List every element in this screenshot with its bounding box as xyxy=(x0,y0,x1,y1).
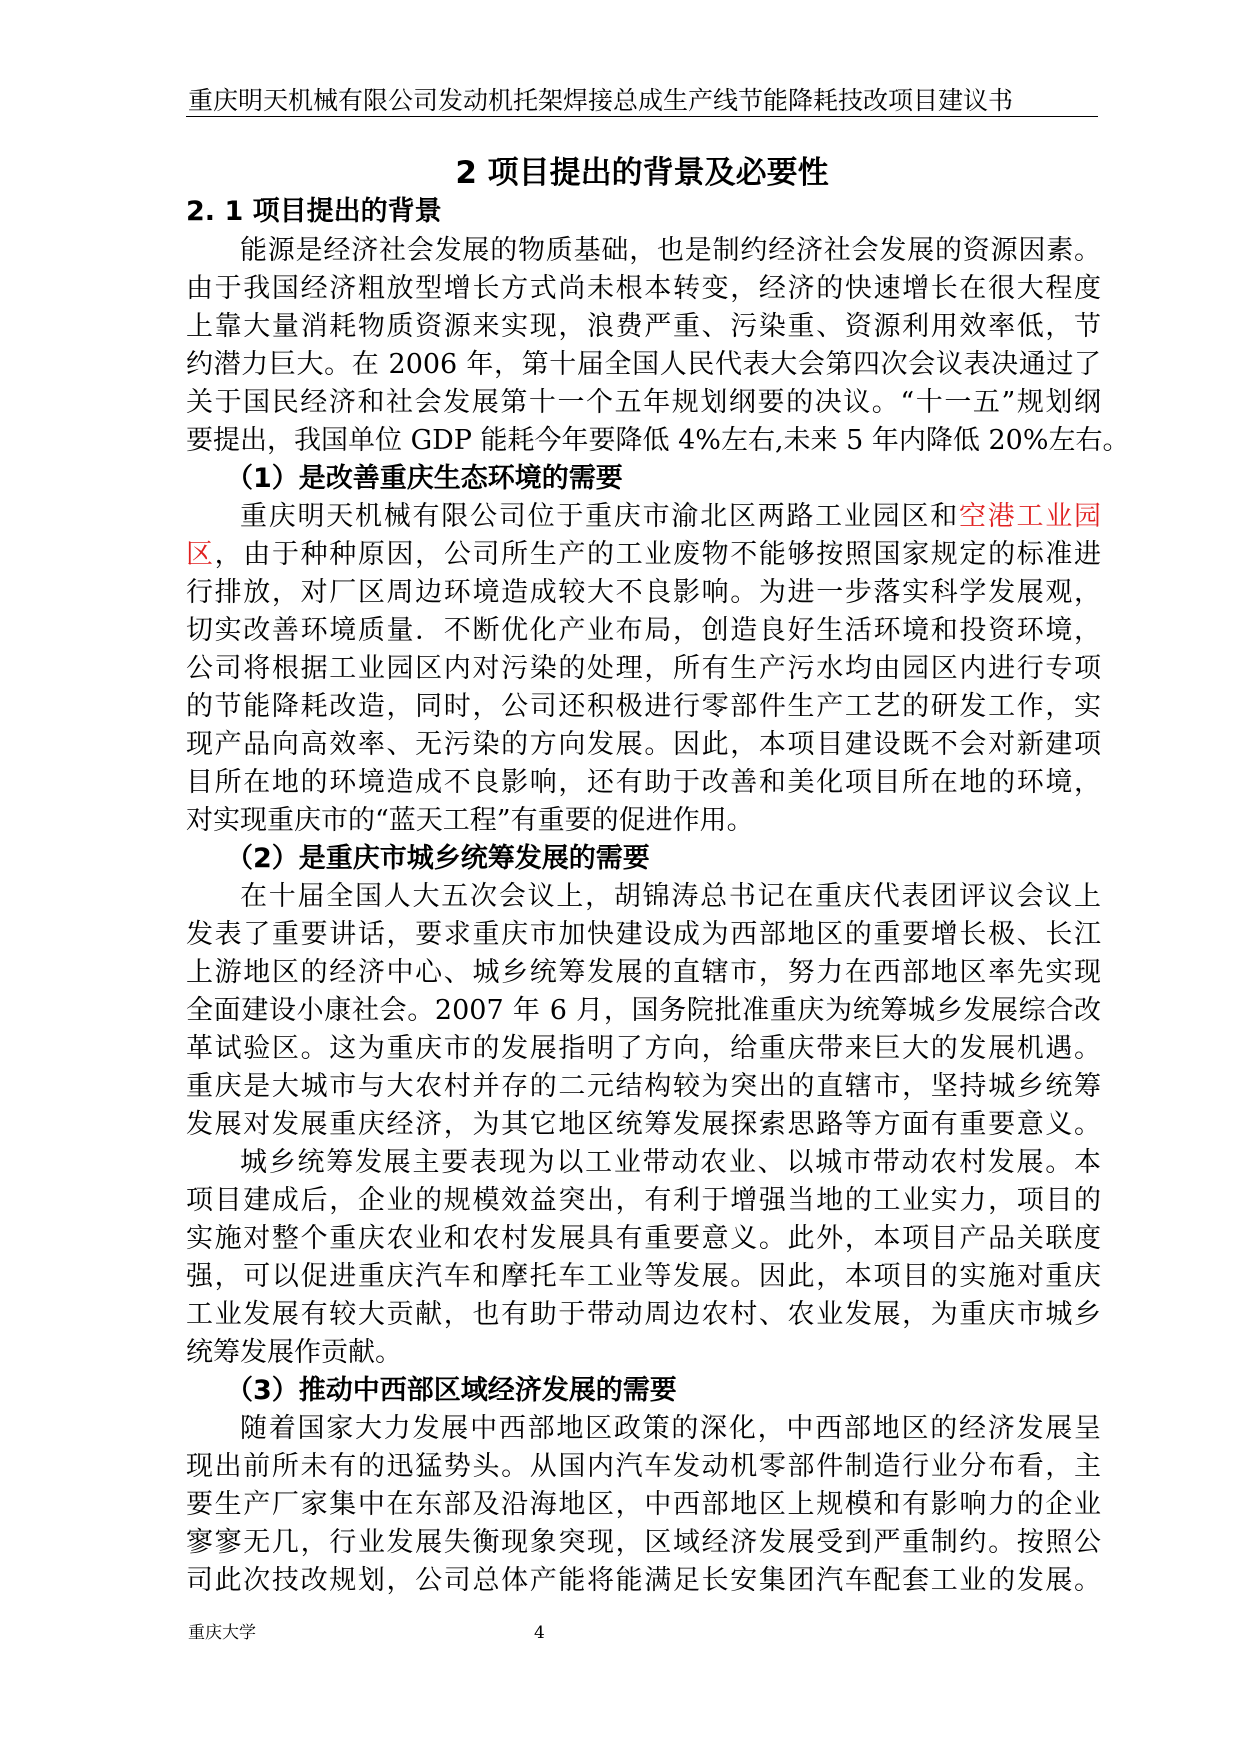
paragraph-line: 发表了重要讲话，要求重庆市加快建设成为西部地区的重要增长极、长江 xyxy=(186,919,1101,950)
paragraph-line: 统筹发展作贡献。 xyxy=(186,1337,402,1368)
page-number: 4 xyxy=(534,1623,545,1643)
paragraph-line: 的节能降耗改造，同时，公司还积极进行零部件生产工艺的研发工作，实 xyxy=(186,691,1101,722)
paragraph-line: 强，可以促进重庆汽车和摩托车工业等发展。因此，本项目的实施对重庆 xyxy=(186,1261,1101,1292)
paragraph-line: 司此次技改规划，公司总体产能将能满足长安集团汽车配套工业的发展。 xyxy=(186,1565,1101,1596)
paragraph-line: 行排放，对厂区周边环境造成较大不良影响。为进一步落实科学发展观， xyxy=(186,577,1101,608)
paragraph-line xyxy=(186,536,1101,574)
paragraph-line: 由于我国经济粗放型增长方式尚未根本转变，经济的快速增长在很大程度 xyxy=(186,273,1101,304)
paragraph-line: 全面建设小康社会。2007 年 6 月，国务院批准重庆为统筹城乡发展综合改 xyxy=(186,995,1101,1026)
footer-institution: 重庆大学 xyxy=(188,1623,256,1643)
paragraph-line: 上游地区的经济中心、城乡统筹发展的直辖市，努力在西部地区率先实现 xyxy=(186,957,1101,988)
paragraph-line: 寥寥无几，行业发展失衡现象突现，区域经济发展受到严重制约。按照公 xyxy=(186,1527,1101,1558)
paragraph-line: 切实改善环境质量．不断优化产业布局，创造良好生活环境和投资环境， xyxy=(186,615,1101,646)
highlighted-text: 区 xyxy=(186,539,215,570)
paragraph-line: 现产品向高效率、无污染的方向发展。因此，本项目建设既不会对新建项 xyxy=(186,729,1101,760)
paragraph-line xyxy=(186,498,1101,536)
paragraph-line: 对实现重庆市的“蓝天工程”有重要的促进作用。 xyxy=(186,805,754,836)
paragraph-line: 工业发展有较大贡献，也有助于带动周边农村、农业发展，为重庆市城乡 xyxy=(186,1299,1101,1330)
paragraph-line: 公司将根据工业园区内对污染的处理，所有生产污水均由园区内进行专项 xyxy=(186,653,1101,684)
paragraph-line: 项目建成后，企业的规模效益突出，有利于增强当地的工业实力，项目的 xyxy=(186,1185,1101,1216)
paragraph-line: 实施对整个重庆农业和农村发展具有重要意义。此外，本项目产品关联度 xyxy=(186,1223,1101,1254)
paragraph-line: 目所在地的环境造成不良影响，还有助于改善和美化项目所在地的环境， xyxy=(186,767,1101,798)
paragraph-text: 重庆明天机械有限公司位于重庆市渝北区两路工业园区和 xyxy=(240,501,959,532)
paragraph-line: 上靠大量消耗物质资源来实现，浪费严重、污染重、资源利用效率低，节 xyxy=(186,311,1101,342)
chapter-title: 2 项目提出的背景及必要性 xyxy=(455,155,829,191)
subheading-1: （1）是改善重庆生态环境的需要 xyxy=(226,463,623,494)
subheading-3: （3）推动中西部区域经济发展的需要 xyxy=(226,1375,677,1406)
paragraph-text: ，由于种种原因，公司所生产的工业废物不能够按照国家规定的标准进 xyxy=(214,539,1102,570)
section-title: 2. 1 项目提出的背景 xyxy=(186,196,442,227)
paragraph-line: 重庆是大城市与大农村并存的二元结构较为突出的直辖市，坚持城乡统筹 xyxy=(186,1071,1101,1102)
paragraph-line: 现出前所未有的迅猛势头。从国内汽车发动机零部件制造行业分布看，主 xyxy=(186,1451,1101,1482)
paragraph-line: 在十届全国人大五次会议上，胡锦涛总书记在重庆代表团评议会议上 xyxy=(240,881,1101,912)
paragraph-line: 发展对发展重庆经济，为其它地区统筹发展探索思路等方面有重要意义。 xyxy=(186,1109,1101,1140)
paragraph-line: 能源是经济社会发展的物质基础，也是制约经济社会发展的资源因素。 xyxy=(240,235,1101,266)
subheading-2: （2）是重庆市城乡统筹发展的需要 xyxy=(226,843,650,874)
paragraph-line: 关于国民经济和社会发展第十一个五年规划纲要的决议。“十一五”规划纲 xyxy=(186,387,1101,418)
paragraph-line: 约潜力巨大。在 2006 年，第十届全国人民代表大会第四次会议表决通过了 xyxy=(186,349,1101,380)
paragraph-line: 革试验区。这为重庆市的发展指明了方向，给重庆带来巨大的发展机遇。 xyxy=(186,1033,1101,1064)
paragraph-line: 随着国家大力发展中西部地区政策的深化，中西部地区的经济发展呈 xyxy=(240,1413,1101,1444)
paragraph-line: 要提出，我国单位 GDP 能耗今年要降低 4%左右,未来 5 年内降低 20%左右。 xyxy=(186,425,1130,456)
header-rule xyxy=(186,116,1098,117)
paragraph-line: 要生产厂家集中在东部及沿海地区，中西部地区上规模和有影响力的企业 xyxy=(186,1489,1101,1520)
paragraph-line: 城乡统筹发展主要表现为以工业带动农业、以城市带动农村发展。本 xyxy=(240,1147,1101,1178)
highlighted-text: 空港工业园 xyxy=(958,501,1102,532)
running-header: 重庆明天机械有限公司发动机托架焊接总成生产线节能降耗技改项目建议书 xyxy=(188,86,1014,115)
